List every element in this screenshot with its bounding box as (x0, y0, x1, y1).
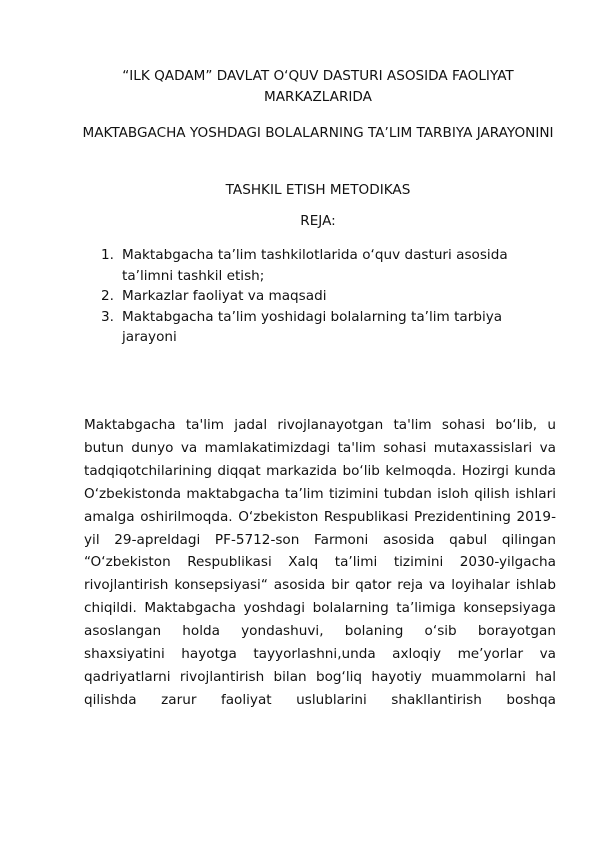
plan-item-text: Markazlar faoliyat va maqsadi (122, 288, 327, 304)
plan-item-number: 3. (101, 308, 114, 325)
plan-item (101, 307, 541, 348)
plan-item-number: 1. (101, 247, 114, 263)
title-line-3: TASHKIL ETISH METODIKAS (225, 182, 411, 198)
plan-item (101, 286, 541, 307)
title-line-2: MAKTABGACHA YOSHDAGI BOLALARNING TA’LIM TARBIYA JARAYONINI (82, 125, 554, 141)
plan-heading: REJA: (300, 213, 336, 229)
title-line-1: “ILK QADAM” DAVLAT O‘QUV DASTURI ASOSIDA FAOLIYAT MARKAZLARIDA (122, 68, 514, 105)
plan-item-number: 2. (101, 288, 114, 304)
plan-list (101, 245, 541, 348)
plan-item-text: Maktabgacha ta’lim tashkilotlarida o‘quv dasturi asosida ta’limni tashkil etish; (122, 247, 508, 284)
plan-item-text: Maktabgacha ta’lim yoshidagi bolalarning ta’lim tarbiya jarayoni (122, 308, 503, 345)
plan-item (101, 245, 541, 286)
body-paragraph: Maktabgacha ta'lim jadal rivojlanayotgan ta'lim sohasi bo‘lib, u butun dunyo va mamlakatimizdagi ta'lim sohasi mutaxassislari va tadqiqotchilarining diqqat markazida bo‘lib kelmoqda. Hozirgi kunda O‘zbekistonda maktabgacha ta’lim tizimini tubdan isloh qilish ishlari amalga oshirilmoqda. O‘zbekiston Respublikasi Prezidentining 2019-yil 29-apreldagi PF-5712-son Farmoni asosida qabul qilingan “O‘zbekiston Respublikasi Xalq ta’limi tizimini 2030-yilgacha rivojlantirish konsepsiyasi“ asosida bir qator reja va loyihalar ishlab chiqildi. Maktabgacha yoshdagi bolalarning ta’limiga konsepsiyaga asoslangan holda yondashuvi, bolaning o‘sib borayotgan shaxsiyatini hayotga tayyorlashni,unda axloqiy me’yorlar va qadriyatlarni rivojlantirish bilan bog‘liq hayotiy muammolarni hal qilishda zarur faoliyat uslublarini shakllantirish boshqa (84, 417, 556, 708)
